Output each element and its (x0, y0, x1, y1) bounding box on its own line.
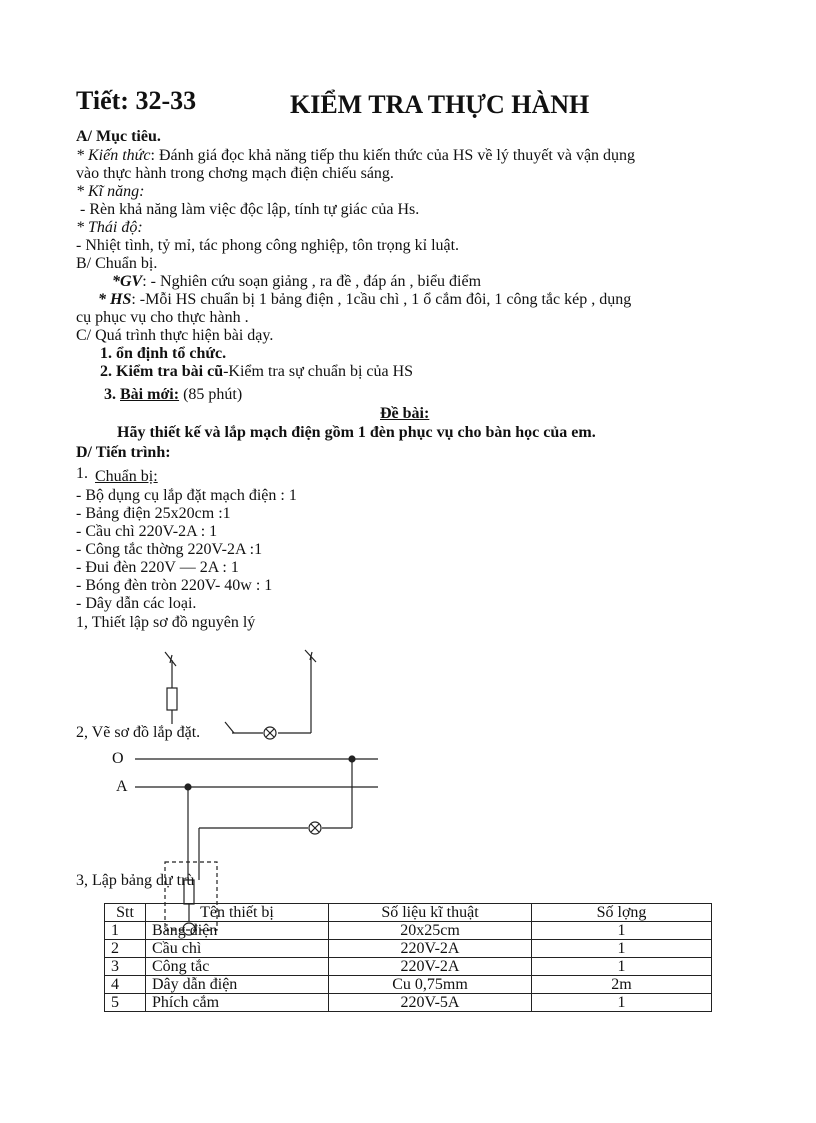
step3-time: (85 phút) (183, 386, 243, 403)
skills-text: - Rèn khả năng làm việc độc lập, tính tự giác của Hs. (80, 201, 420, 218)
assignment-heading: Đề bài: (380, 405, 430, 422)
page-title: KIỂM TRA THỰC HÀNH (290, 90, 590, 119)
cell-qty: 1 (532, 940, 712, 958)
cell-name: Cầu chì (146, 940, 329, 958)
process-heading: C/ Quá trình thực hiện bài dạy. (76, 327, 274, 344)
step-estimate: 3, Lập bảng dự trù (76, 872, 195, 889)
gv-label: *GV (112, 273, 143, 290)
header-qty: Số lợng (532, 904, 712, 922)
prep-item-5: - Đui đèn 220V — 2A : 1 (76, 559, 239, 576)
hs-label: * HS (98, 291, 132, 308)
cell-stt: 3 (105, 958, 146, 976)
preparation-heading: B/ Chuẩn bị. (76, 255, 158, 272)
switch-symbol (225, 722, 234, 733)
cell-spec: 220V-2A (329, 940, 532, 958)
table-row (105, 976, 712, 994)
step2-text: -Kiểm tra sự chuẩn bị của HS (223, 363, 414, 380)
step2-label: 2. Kiểm tra bài cũ (100, 363, 224, 380)
prep-label: Chuẩn bị: (95, 468, 158, 485)
knowledge-label: * Kiến thức (76, 147, 151, 164)
cell-qty: 1 (532, 994, 712, 1012)
lesson-number: Tiết: 32-33 (76, 86, 197, 115)
equipment-table (104, 903, 712, 1012)
label-o: O (112, 750, 124, 767)
cell-spec: 220V-5A (329, 994, 532, 1012)
hs-line-2: cụ phục vụ cho thực hành . (76, 309, 249, 326)
hs-text: : -Mỗi HS chuẩn bị 1 bảng điện , 1cầu chì , 1 ổ cắm đôi, 1 công tắc kép , dụng (131, 291, 632, 308)
cell-spec: Cu 0,75mm (329, 976, 532, 994)
step3-number: 3. (104, 386, 116, 403)
step-wiring: 2, Vẽ sơ đồ lắp đặt. (76, 724, 201, 741)
header-name: Tên thiết bị (146, 904, 329, 922)
prep-item-3: - Cầu chì 220V-2A : 1 (76, 523, 218, 540)
cell-name: Phích cắm (146, 994, 329, 1012)
table-header-row (105, 904, 712, 922)
header-spec: Số liệu kĩ thuật (329, 904, 532, 922)
cell-name: Bảng điện (146, 922, 329, 940)
attitude-text: - Nhiệt tình, tỷ mỉ, tác phong công nghiệp, tôn trọng kỉ luật. (76, 237, 460, 254)
cell-name: Công tắc (146, 958, 329, 976)
gv-text: : - Nghiên cứu soạn giảng , ra đề , đáp án , biểu điểm (142, 273, 482, 290)
cell-stt: 2 (105, 940, 146, 958)
prep-item-4: - Công tắc thờng 220V-2A :1 (76, 541, 263, 558)
fuse-symbol (167, 688, 177, 710)
cell-qty: 1 (532, 922, 712, 940)
prep-item-1: - Bộ dụng cụ lắp đặt mạch điện : 1 (76, 487, 297, 504)
objectives-heading: A/ Mục tiêu. (76, 128, 161, 145)
process-step-1: 1. ổn định tổ chức. (100, 345, 227, 362)
cell-qty: 1 (532, 958, 712, 976)
cell-stt: 1 (105, 922, 146, 940)
cell-name: Dây dẫn điện (146, 976, 329, 994)
label-a: A (116, 778, 128, 795)
cell-stt: 4 (105, 976, 146, 994)
assignment-text: Hãy thiết kế và lắp mạch điện gồm 1 đèn phục vụ cho bàn học của em. (117, 424, 596, 441)
cell-spec: 220V-2A (329, 958, 532, 976)
table-row (105, 994, 712, 1012)
prep-item-6: - Bóng đèn tròn 220V- 40w : 1 (76, 577, 273, 594)
prep-item-2: - Bảng điện 25x20cm :1 (76, 505, 231, 522)
knowledge-line-2: vào thực hành trong chơng mạch điện chiếu sáng. (76, 165, 394, 182)
procedure-heading: D/ Tiến trình: (76, 444, 171, 461)
step3-label: Bài mới: (120, 386, 180, 403)
cell-stt: 5 (105, 994, 146, 1012)
table-row (105, 940, 712, 958)
attitude-label: * Thái độ: (76, 219, 143, 236)
cell-qty: 2m (532, 976, 712, 994)
table-row (105, 922, 712, 940)
step-schematic: 1, Thiết lập sơ đồ nguyên lý (76, 614, 256, 631)
header-stt: Stt (105, 904, 146, 922)
skills-label: * Kĩ năng: (76, 183, 145, 200)
knowledge-text: : Đánh giá đọc khả năng tiếp thu kiến thức của HS về lý thuyết và vận dụng (150, 147, 636, 164)
cell-spec: 20x25cm (329, 922, 532, 940)
prep-item-7: - Dây dẫn các loại. (76, 595, 197, 612)
table-row (105, 958, 712, 976)
prep-number: 1. (76, 465, 88, 482)
